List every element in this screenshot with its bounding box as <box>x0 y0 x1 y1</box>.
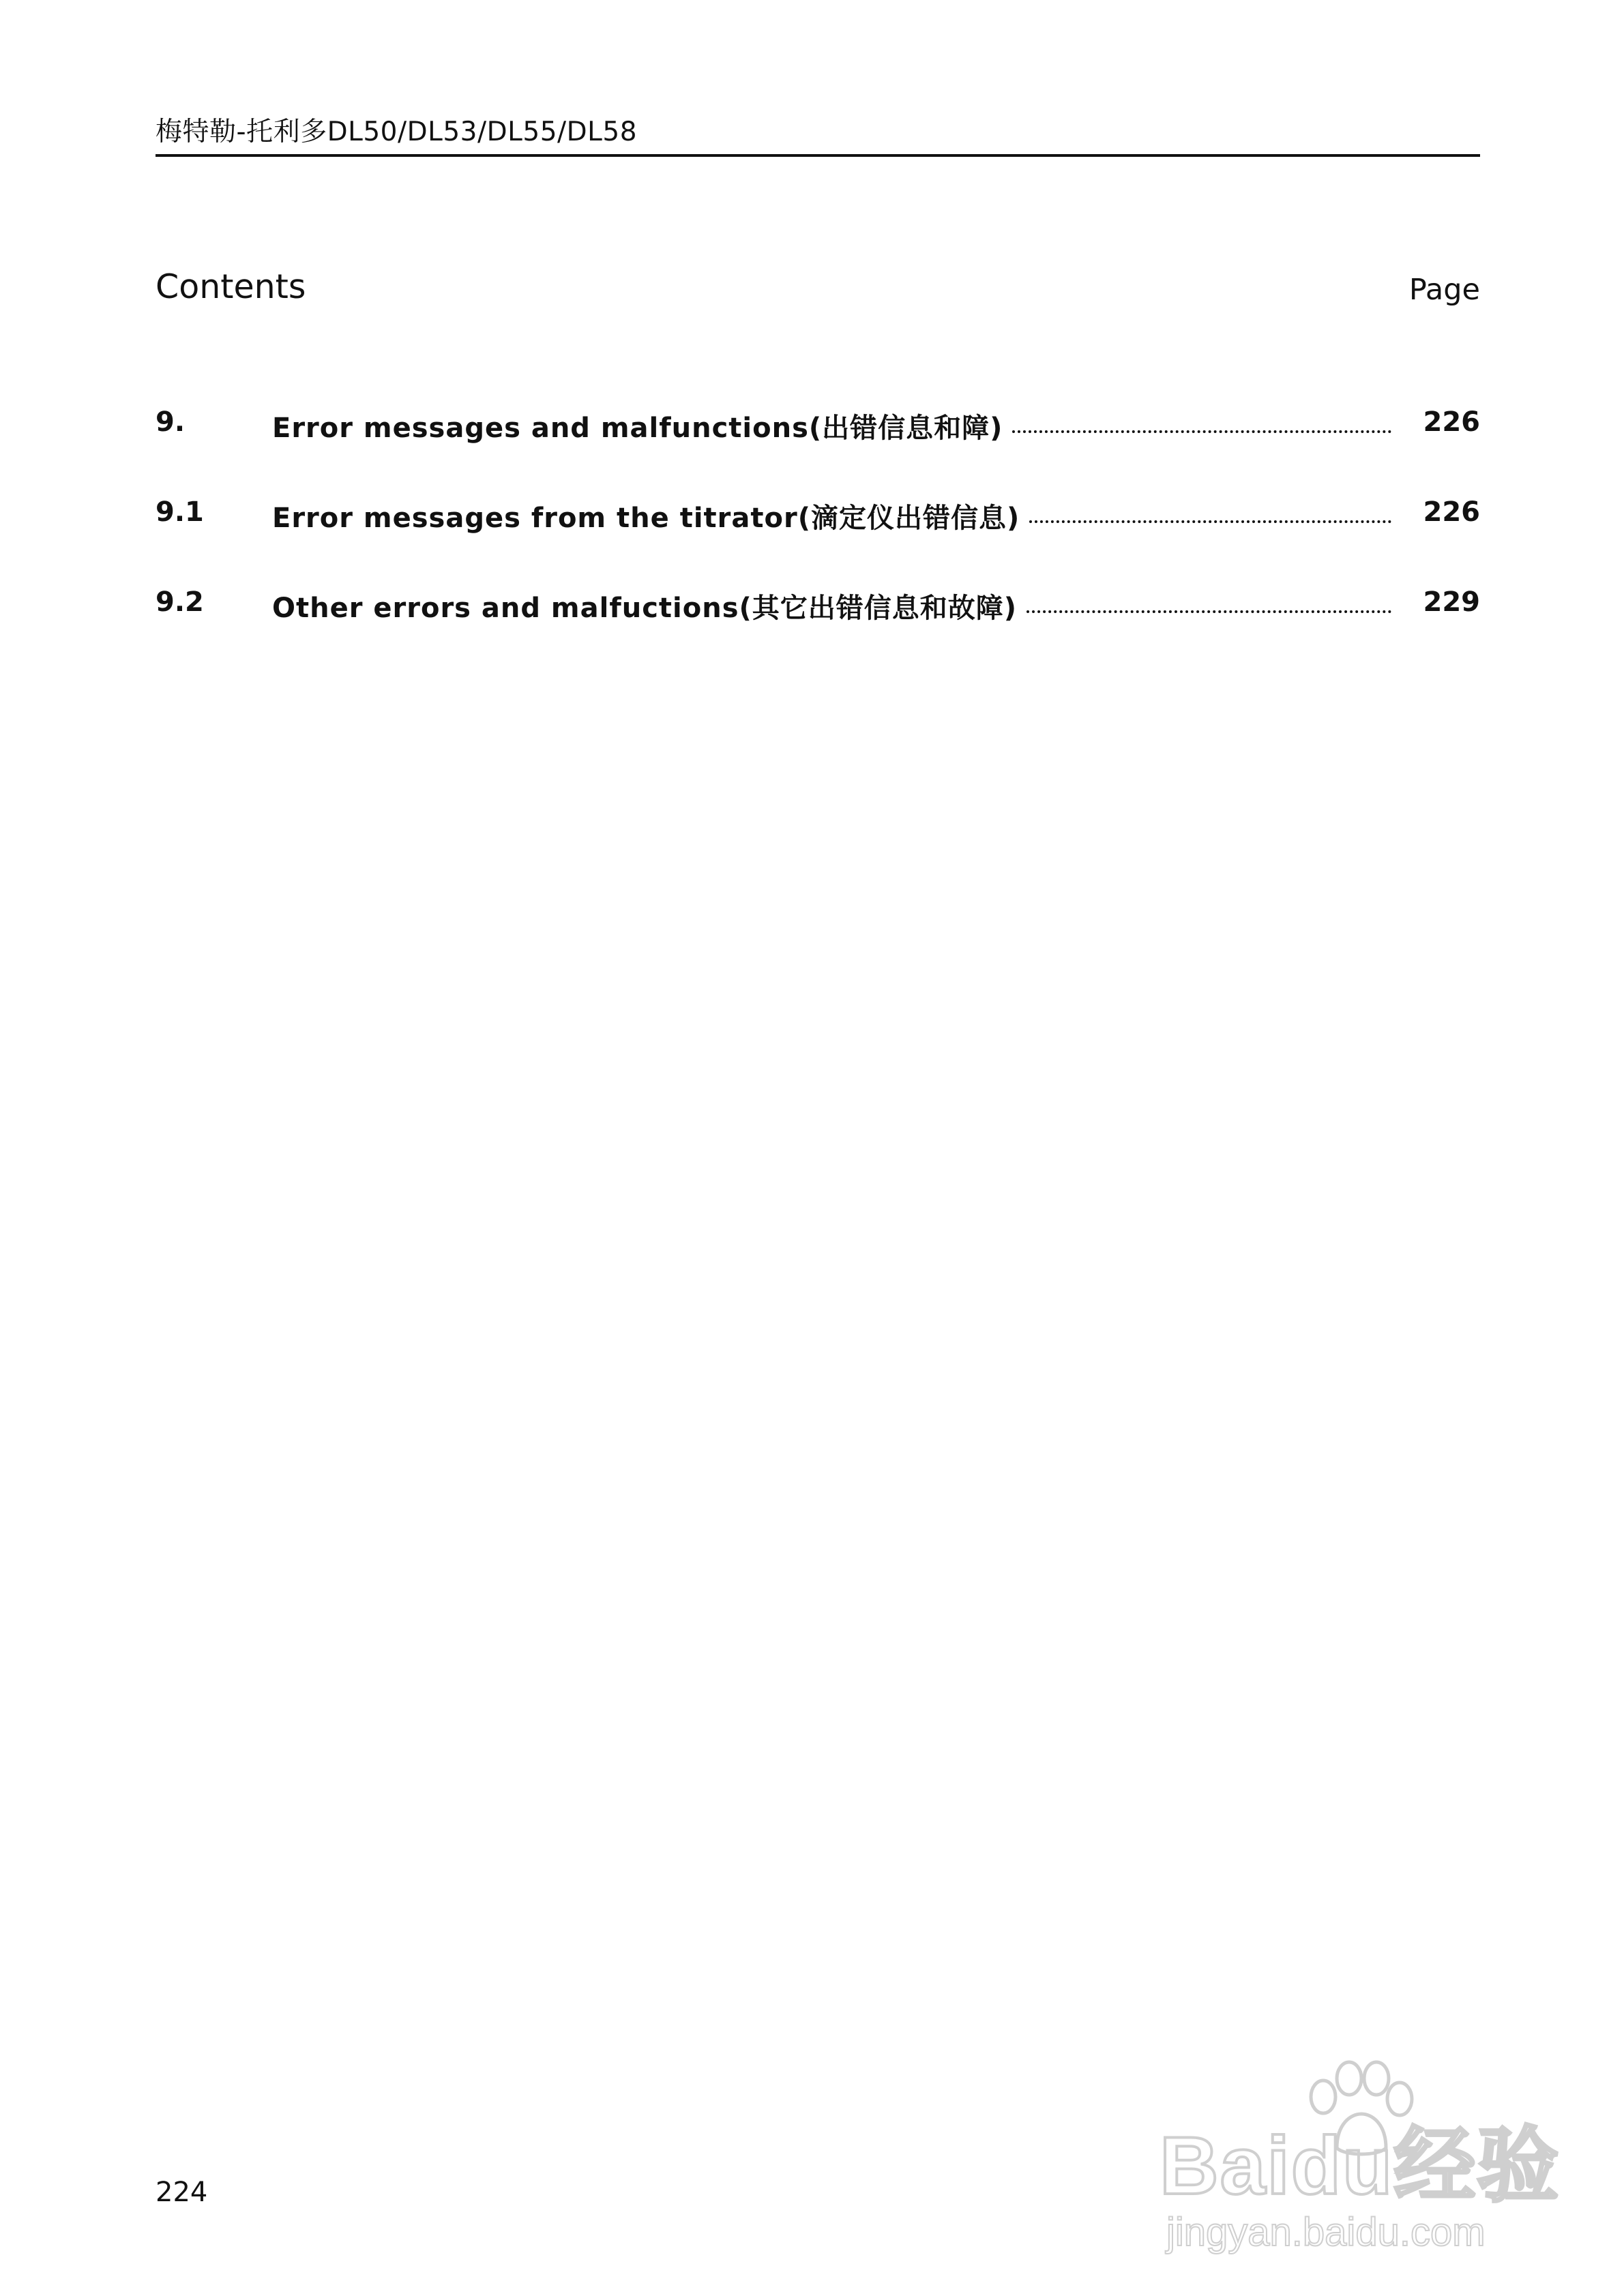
watermark-url: jingyan.baidu.com <box>1166 2210 1486 2254</box>
watermark-logo: Baidu经验 <box>1160 2120 1561 2211</box>
contents-title: Contents <box>156 267 306 306</box>
toc-entry-page: 226 <box>1423 496 1480 528</box>
toc-entry-title-wrap <box>272 496 1419 535</box>
header-title: 梅特勒-托利多DL50/DL53/DL55/DL58 <box>156 117 638 147</box>
header-rule <box>156 154 1480 157</box>
toc-entry-title: Error messages from the titrator(滴定仪出错信息) <box>272 503 1020 534</box>
toc-entry-title-wrap <box>272 406 1419 445</box>
dot-leader <box>1027 610 1391 613</box>
toc-entry-title-wrap <box>272 586 1419 625</box>
toc-entry-title: Error messages and malfunctions(出错信息和障) <box>272 413 1003 444</box>
toc-entry-page: 229 <box>1423 586 1480 618</box>
toc-entry[interactable] <box>156 406 1480 496</box>
toc-entry-number: 9.1 <box>156 496 204 528</box>
toc-entry[interactable] <box>156 586 1480 676</box>
toc-entry-title: Other errors and malfuctions(其它出错信息和故障) <box>272 593 1018 624</box>
toc-entry-number: 9.2 <box>156 586 204 618</box>
toc-entry-number: 9. <box>156 406 186 438</box>
baidu-jingyan-watermark <box>1160 2059 1561 2264</box>
table-of-contents <box>156 406 1480 676</box>
dot-leader <box>1012 430 1391 433</box>
toc-entry-page: 226 <box>1423 406 1480 438</box>
dot-leader <box>1029 520 1391 523</box>
footer-page-number: 224 <box>156 2177 208 2208</box>
page-header <box>156 115 1480 157</box>
toc-entry[interactable] <box>156 496 1480 586</box>
page-column-heading: Page <box>1408 273 1480 307</box>
